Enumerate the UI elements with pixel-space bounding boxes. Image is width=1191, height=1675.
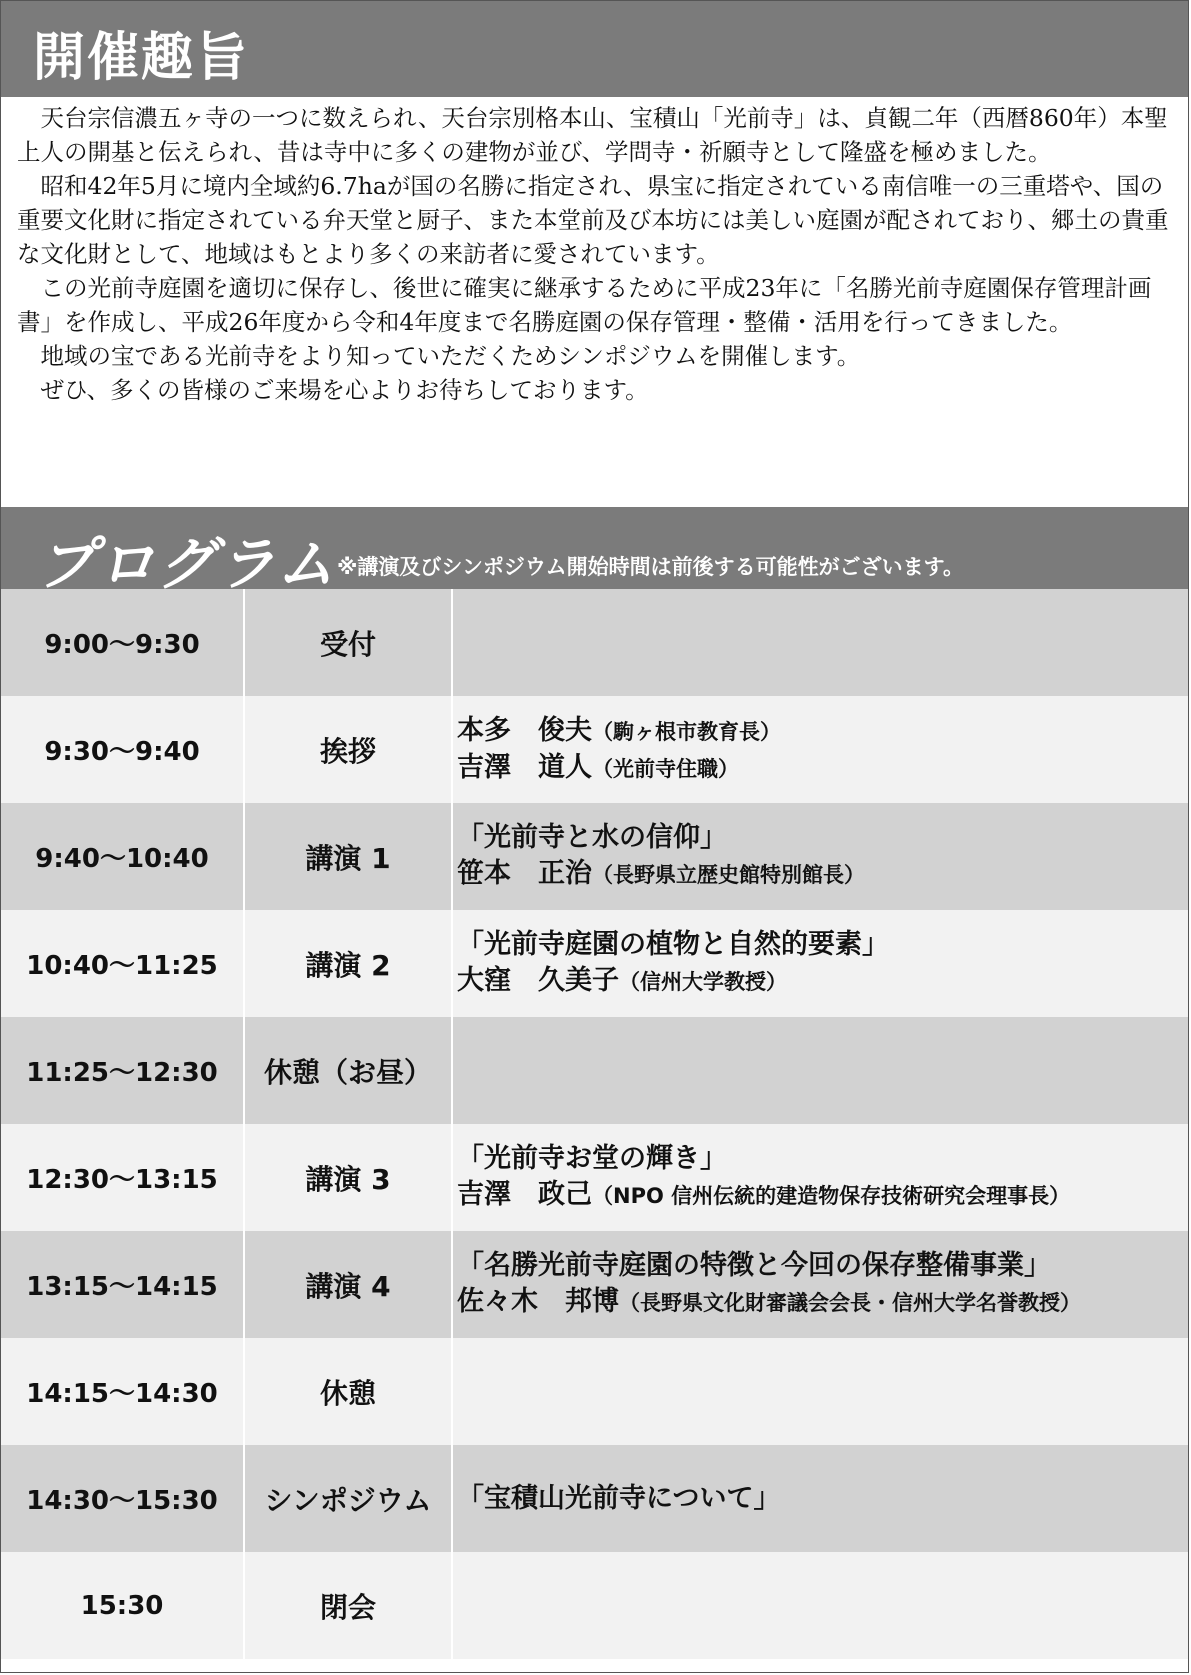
program-detail [452, 589, 1189, 696]
detail-main: 本多 俊夫 [457, 714, 592, 746]
detail-affiliation: （駒ヶ根市教育長） [592, 719, 781, 744]
program-time: 15:30 [1, 1552, 244, 1659]
detail-affiliation: （長野県立歴史館特別館長） [592, 863, 865, 887]
program-row [1, 910, 1189, 1017]
detail-line [457, 963, 1188, 1000]
detail-main: 「光前寺お堂の輝き」 [457, 1143, 727, 1174]
program-time: 9:40～10:40 [1, 803, 244, 910]
program-time: 14:15～14:30 [1, 1338, 244, 1445]
program-time: 13:15～14:15 [1, 1231, 244, 1338]
program-item: 休憩（お昼） [244, 1017, 452, 1124]
program-detail [452, 696, 1189, 803]
program-item: シンポジウム [244, 1445, 452, 1552]
program-row [1, 1017, 1189, 1124]
detail-line [457, 713, 1188, 750]
program-row [1, 1231, 1189, 1338]
program-detail [452, 1338, 1189, 1445]
intro-paragraph: 昭和42年5月に境内全域約6.7haが国の名勝に指定され、県宝に指定されている南信唯一の三重塔や、国の重要文化財に指定されている弁天堂と厨子、また本堂前及び本坊には美しい庭園が配されており、郷土の貴重な文化財として、地域はもとより多くの来訪者に愛されています。 [17, 172, 1169, 268]
detail-line [457, 1284, 1188, 1321]
program-time: 9:30～9:40 [1, 696, 244, 803]
intro-header [1, 1, 1188, 97]
program-row [1, 1552, 1189, 1659]
detail-line [457, 750, 1188, 787]
program-item: 講演 1 [244, 803, 452, 910]
intro-paragraph: 天台宗信濃五ヶ寺の一つに数えられ、天台宗別格本山、宝積山「光前寺」は、貞観二年（西暦860年）本聖上人の開基と伝えられ、昔は寺中に多くの建物が並び、学問寺・祈願寺として隆盛を極めました。 [17, 104, 1168, 166]
detail-main: 「光前寺庭園の植物と自然的要素」 [457, 929, 889, 960]
program-item: 講演 3 [244, 1124, 452, 1231]
intro-paragraph: この光前寺庭園を適切に保存し、後世に確実に継承するために平成23年に「名勝光前寺庭園保存管理計画書」を作成し、平成26年度から令和4年度まで名勝庭園の保存管理・整備・活用を行ってきました。 [17, 274, 1152, 336]
program-item: 挨拶 [244, 696, 452, 803]
program-row [1, 1124, 1189, 1231]
program-detail [452, 910, 1189, 1017]
detail-affiliation: （長野県文化財審議会会長・信州大学名誉教授） [619, 1291, 1081, 1315]
detail-affiliation: （光前寺住職） [592, 756, 739, 781]
program-row [1, 1445, 1189, 1552]
program-table [1, 589, 1189, 1659]
program-row [1, 803, 1189, 910]
detail-affiliation: （信州大学教授） [619, 970, 787, 994]
program-time: 9:00～9:30 [1, 589, 244, 696]
program-item: 講演 2 [244, 910, 452, 1017]
program-row [1, 1338, 1189, 1445]
program-item: 受付 [244, 589, 452, 696]
program-heading: プログラム [37, 530, 337, 598]
detail-line [457, 856, 1188, 893]
detail-main: 吉澤 政己 [457, 1179, 592, 1210]
detail-main: 大窪 久美子 [457, 965, 619, 996]
intro-paragraph: ぜひ、多くの皆様のご来場を心よりお待ちしております。 [40, 376, 649, 404]
detail-main: 佐々木 邦博 [457, 1286, 619, 1317]
program-detail [452, 1445, 1189, 1552]
intro-body [1, 97, 1188, 507]
program-item: 閉会 [244, 1552, 452, 1659]
detail-main: 「光前寺と水の信仰」 [457, 822, 727, 853]
detail-line [457, 1141, 1188, 1177]
detail-line [457, 927, 1188, 963]
program-detail [452, 1124, 1189, 1231]
detail-main: 「名勝光前寺庭園の特徴と今回の保存整備事業」 [457, 1250, 1051, 1281]
program-time: 11:25～12:30 [1, 1017, 244, 1124]
program-detail [452, 1017, 1189, 1124]
program-header [1, 507, 1188, 598]
program-row [1, 589, 1189, 696]
program-note: ※講演及びシンポジウム開始時間は前後する可能性がございます。 [337, 555, 964, 579]
detail-line [457, 1177, 1188, 1214]
program-row [1, 696, 1189, 803]
detail-main: 「宝積山光前寺について」 [457, 1482, 781, 1514]
intro-heading: 開催趣旨 [33, 28, 250, 88]
program-detail [452, 1231, 1189, 1338]
program-time: 12:30～13:15 [1, 1124, 244, 1231]
program-item: 休憩 [244, 1338, 452, 1445]
detail-line [457, 820, 1188, 856]
detail-line [457, 1481, 1188, 1517]
intro-paragraph: 地域の宝である光前寺をより知っていただくためシンポジウムを開催します。 [40, 342, 861, 370]
program-detail [452, 1552, 1189, 1659]
detail-main: 吉澤 道人 [457, 751, 592, 783]
detail-main: 笹本 正治 [457, 858, 592, 889]
detail-affiliation: （NPO 信州伝統的建造物保存技術研究会理事長） [592, 1184, 1071, 1208]
program-item: 講演 4 [244, 1231, 452, 1338]
detail-line [457, 1248, 1188, 1284]
program-time: 10:40～11:25 [1, 910, 244, 1017]
program-time: 14:30～15:30 [1, 1445, 244, 1552]
program-detail [452, 803, 1189, 910]
